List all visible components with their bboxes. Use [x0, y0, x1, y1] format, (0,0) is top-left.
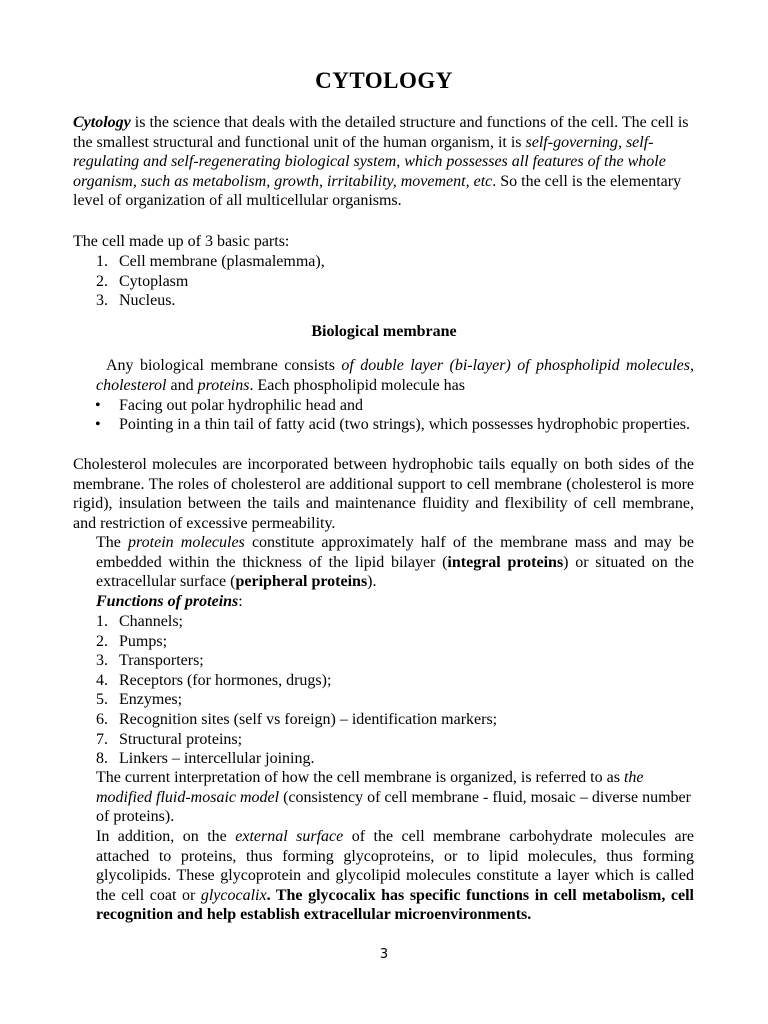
bullet-icon: •: [95, 397, 101, 414]
list-item: 3. Transporters;: [96, 652, 204, 670]
intro-text-2: . So the cell is the elementary level of organization of all multicellular organisms.: [73, 172, 682, 210]
intro-paragraph: [73, 113, 694, 211]
list-item: 5. Enzymes;: [96, 691, 183, 709]
list-item: 3. Nucleus.: [96, 292, 176, 310]
intro-italic: self-governing, self-regulating and self-regenerating biological system, which possesses all features of the whole organism, such as metabolism, growth, irritability, movement, etc: [73, 133, 666, 190]
protein-paragraph: The protein molecules constitute approximately half of the membrane mass and may be embedded within the thickness of the lipid bilayer (integral proteins) or situated on the extracellular surface (peripheral proteins).: [96, 534, 695, 591]
membrane-paragraph: Any biological membrane consists of double layer (bi-layer) of phospholipid molecules, cholesterol and proteins. Each phospholipid molecule has: [96, 357, 695, 394]
intro-text-1: is the science that deals with the detailed structure and functions of the cell. The cell is the smallest structural and functional unit of the human organism, it is: [73, 114, 689, 151]
intro-term: Cytology: [73, 114, 131, 131]
page-number: 3: [379, 947, 389, 962]
parts-intro: The cell made up of 3 basic parts:: [73, 233, 290, 250]
bullet-item: • Pointing in a thin tail of fatty acid (two strings), which possesses hydrophobic properties.: [95, 416, 691, 433]
list-item: 1. Channels;: [96, 613, 183, 630]
list-item: 7. Structural proteins;: [96, 730, 243, 748]
model-paragraph: The current interpretation of how the cell membrane is organized, is referred to as the modified fluid-mosaic model (consistency of cell membrane - fluid, mosaic – diverse number of proteins).: [96, 769, 691, 826]
section-heading: Biological membrane: [311, 323, 457, 340]
list-item: 6. Recognition sites (self vs foreign) – identification markers;: [96, 710, 498, 728]
list-item: 4. Receptors (for hormones, drugs);: [96, 671, 332, 689]
list-item: 2. Cytoplasm: [96, 272, 189, 290]
page-title: CYTOLOGY: [315, 68, 453, 93]
bullet-icon: •: [95, 416, 101, 433]
list-item: 2. Pumps;: [96, 632, 168, 650]
parts-list: [96, 252, 325, 311]
bullet-item: • Facing out polar hydrophilic head and: [95, 397, 363, 414]
list-item: 8. Linkers – intercellular joining.: [96, 750, 315, 768]
cholesterol-paragraph: Cholesterol molecules are incorporated between hydrophobic tails equally on both sides of the membrane. The roles of cholesterol are additional support to cell membrane (cholesterol is more rigid), insulation between the tails and maintenance fluidity and flexibility of cell membrane, and restriction of excessive permeability.: [73, 456, 694, 532]
list-item: 1. Cell membrane (plasmalemma),: [96, 253, 325, 270]
functions-heading: Functions of proteins:: [96, 593, 243, 610]
functions-list: [96, 612, 497, 769]
glycocalix-paragraph: In addition, on the external surface of the cell membrane carbohydrate molecules are attached to proteins, thus forming glycoproteins, or to lipid molecules, thus forming glycolipids. These glycoprotein and glycolipid molecules constitute a layer which is called the cell coat or glycocalix. The glycocalix has specific functions in cell metabolism, cell recognition and help establish extracellular microenvironments.: [96, 828, 695, 924]
